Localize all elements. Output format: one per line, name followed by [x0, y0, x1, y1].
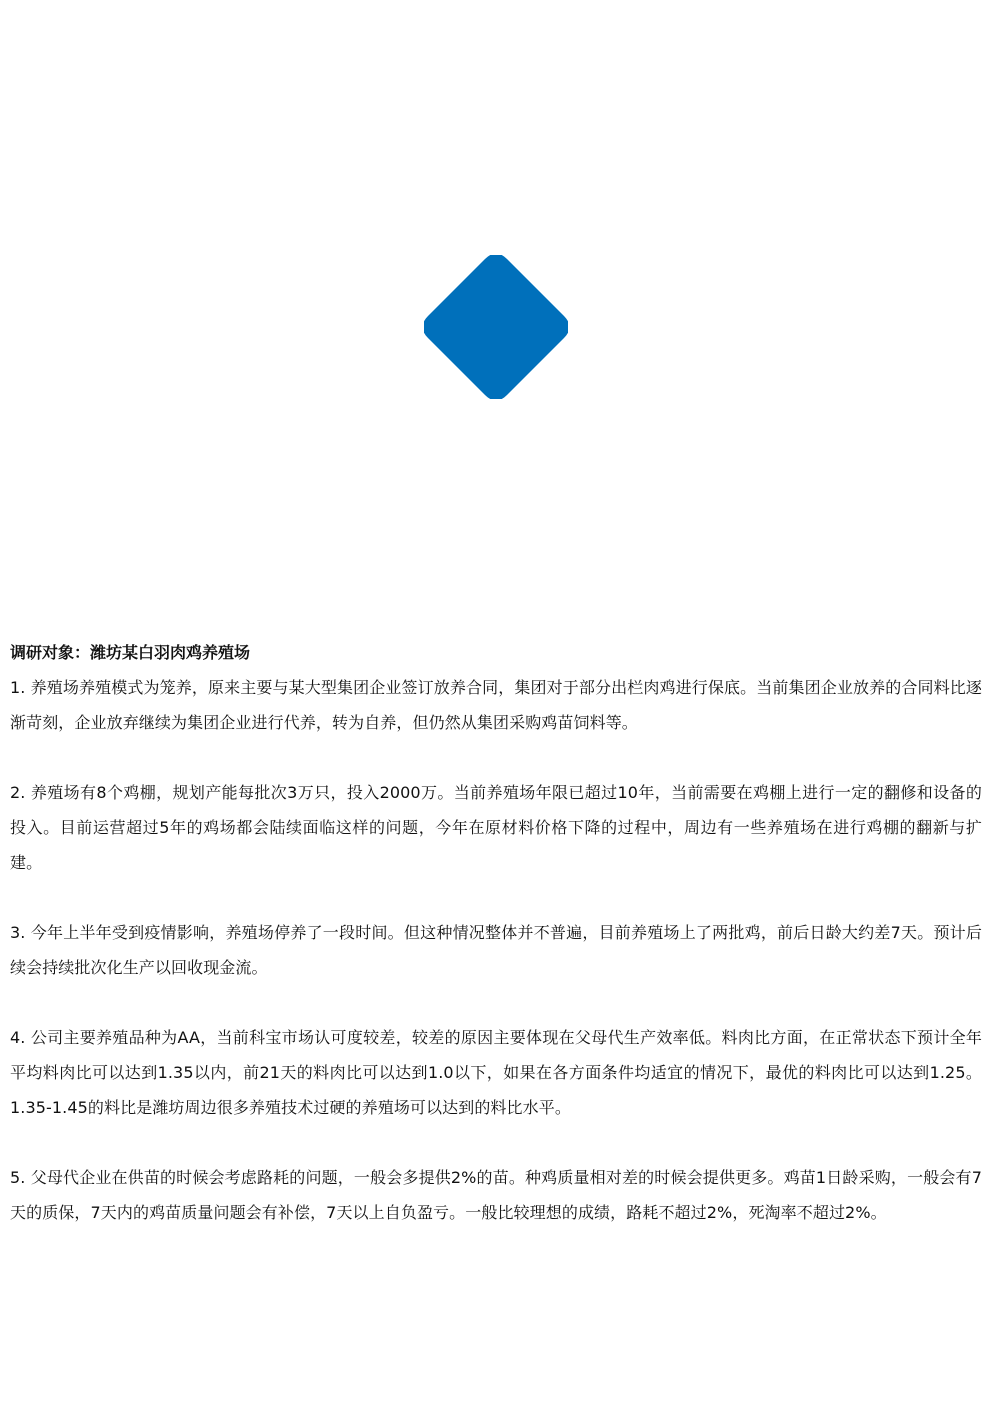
diamond-logo-shape: [424, 255, 568, 399]
paragraph-5: 5. 父母代企业在供苗的时候会考虑路耗的问题，一般会多提供2%的苗。种鸡质量相对差的时候会提供更多。鸡苗1日龄采购，一般会有7天的质保，7天内的鸡苗质量问题会有补偿，7天以上自负盈亏。一般比较理想的成绩，路耗不超过2%，死淘率不超过2%。: [10, 1168, 982, 1222]
diamond-logo-icon: [424, 255, 568, 399]
paragraph-1: 1. 养殖场养殖模式为笼养，原来主要与某大型集团企业签订放养合同，集团对于部分出栏肉鸡进行保底。当前集团企业放养的合同料比逐渐苛刻，企业放弃继续为集团企业进行代养，转为自养，但仍然从集团采购鸡苗饲料等。: [10, 678, 982, 732]
paragraph-2: 2. 养殖场有8个鸡棚，规划产能每批次3万只，投入2000万。当前养殖场年限已超过10年，当前需要在鸡棚上进行一定的翻修和设备的投入。目前运营超过5年的鸡场都会陆续面临这样的问题，今年在原材料价格下降的过程中，周边有一些养殖场在进行鸡棚的翻新与扩建。: [10, 783, 982, 872]
survey-heading: 调研对象：潍坊某白羽肉鸡养殖场: [10, 643, 251, 662]
document-body: [10, 638, 982, 1230]
paragraph-4: 4. 公司主要养殖品种为AA，当前科宝市场认可度较差，较差的原因主要体现在父母代生产效率低。料肉比方面，在正常状态下预计全年平均料肉比可以达到1.35以内，前21天的料肉比可以达到1.0以下，如果在各方面条件均适宜的情况下，最优的料肉比可以达到1.25。1.35-1.45的料比是潍坊周边很多养殖技术过硬的养殖场可以达到的料比水平。: [10, 1028, 982, 1117]
paragraph-3: 3. 今年上半年受到疫情影响，养殖场停养了一段时间。但这种情况整体并不普遍，目前养殖场上了两批鸡，前后日龄大约差7天。预计后续会持续批次化生产以回收现金流。: [10, 923, 982, 977]
